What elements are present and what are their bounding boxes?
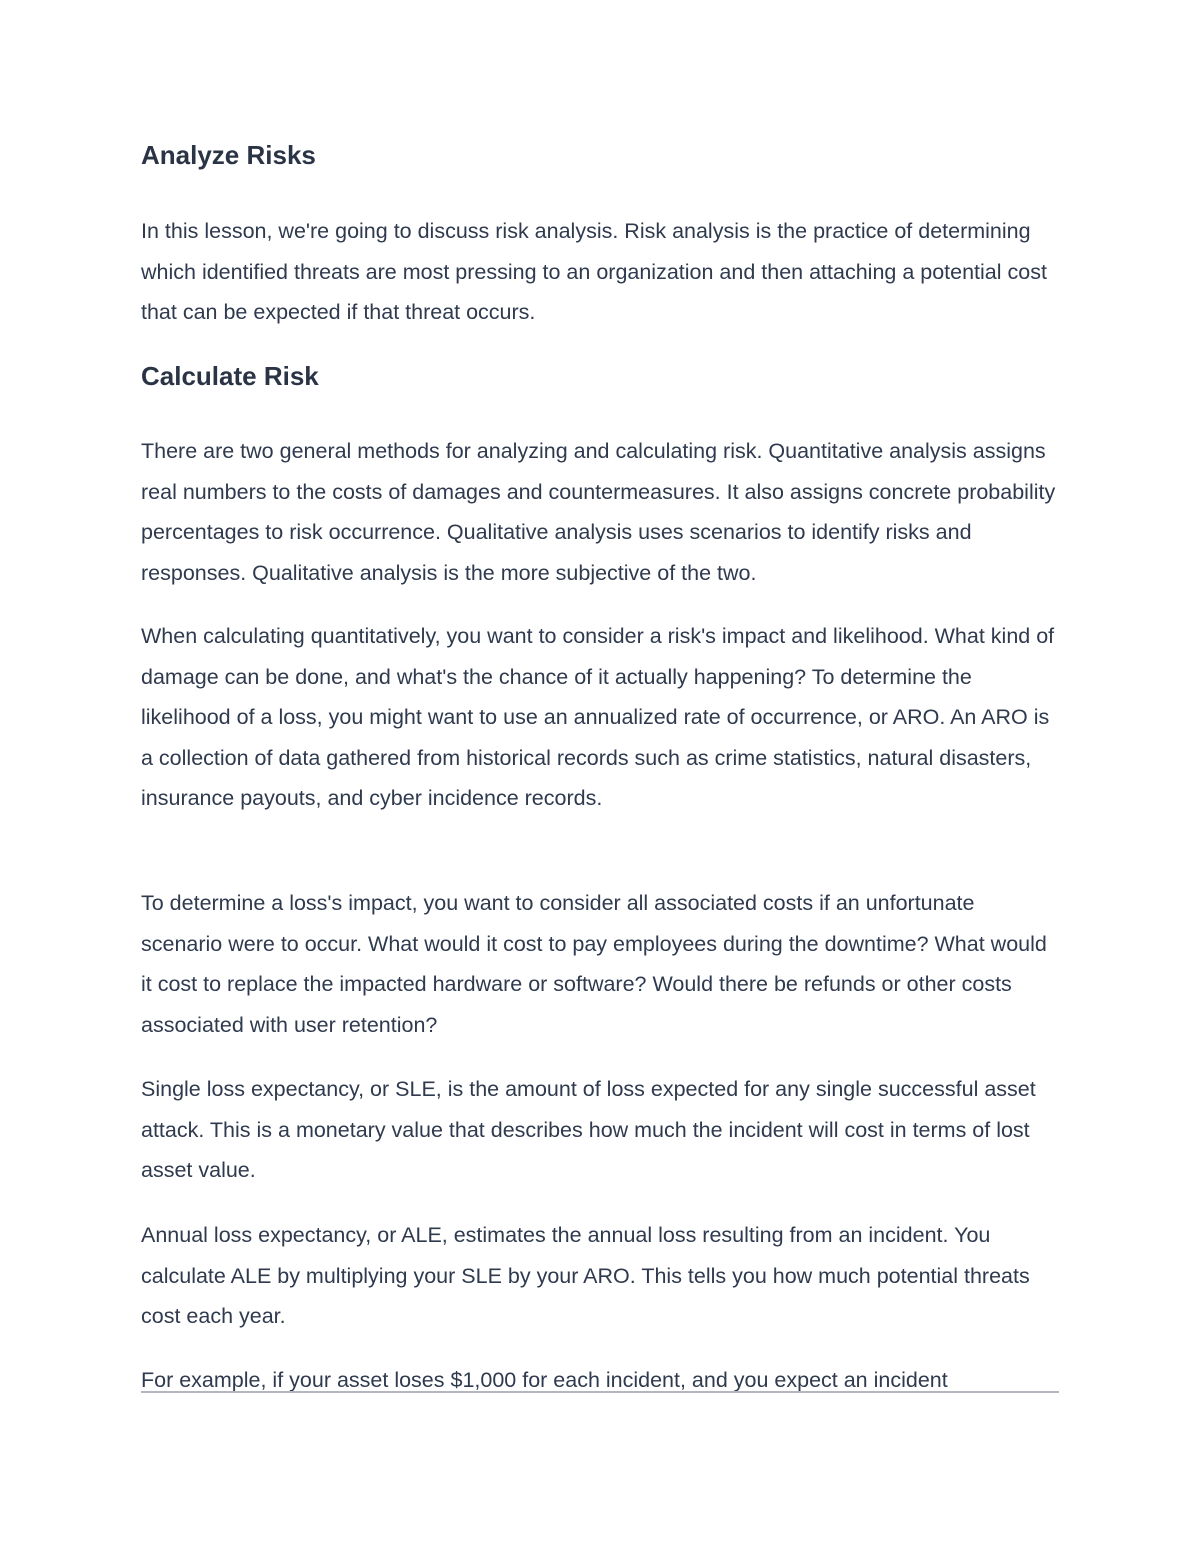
heading-calculate-risk: Calculate Risk <box>141 361 319 391</box>
paragraph-ale: Annual loss expectancy, or ALE, estimates the annual loss resulting from an incident. You calculate ALE by multiplying your SLE by your ARO. This tells you how much potential threats cost each year. <box>141 1223 1030 1329</box>
paragraph-quantitative: When calculating quantitatively, you want to consider a risk's impact and likelihood. What kind of damage can be done, and what's the chance of it actually happening? To determine the likelihood of a loss, you might want to use an annualized rate of occurrence, or ARO. An ARO is a collection of data gathered from historical records such as crime statistics, natural disasters, insurance payouts, and cyber incidence records. <box>141 624 1055 811</box>
paragraph-sle: Single loss expectancy, or SLE, is the amount of loss expected for any single successful asset attack. This is a monetary value that describes how much the incident will cost in terms of lost asset value. <box>141 1077 1036 1183</box>
heading-analyze-risks: Analyze Risks <box>141 140 316 170</box>
paragraph-intro: In this lesson, we're going to discuss risk analysis. Risk analysis is the practice of determining which identified threats are most pressing to an organization and then attaching a potential cost that can be expected if that threat occurs. <box>141 219 1047 325</box>
paragraph-example: For example, if your asset loses $1,000 for each incident, and you expect an incident <box>141 1368 948 1392</box>
document-page <box>141 0 1059 1553</box>
page-break-rule <box>141 1391 1059 1393</box>
paragraph-methods: There are two general methods for analyzing and calculating risk. Quantitative analysis assigns real numbers to the costs of damages and countermeasures. It also assigns concrete probability percentages to risk occurrence. Qualitative analysis uses scenarios to identify risks and responses. Qualitative analysis is the more subjective of the two. <box>141 439 1056 585</box>
paragraph-impact: To determine a loss's impact, you want to consider all associated costs if an unfortunate scenario were to occur. What would it cost to pay employees during the downtime? What would it cost to replace the impacted hardware or software? Would there be refunds or other costs associated with user retention? <box>141 891 1047 1037</box>
